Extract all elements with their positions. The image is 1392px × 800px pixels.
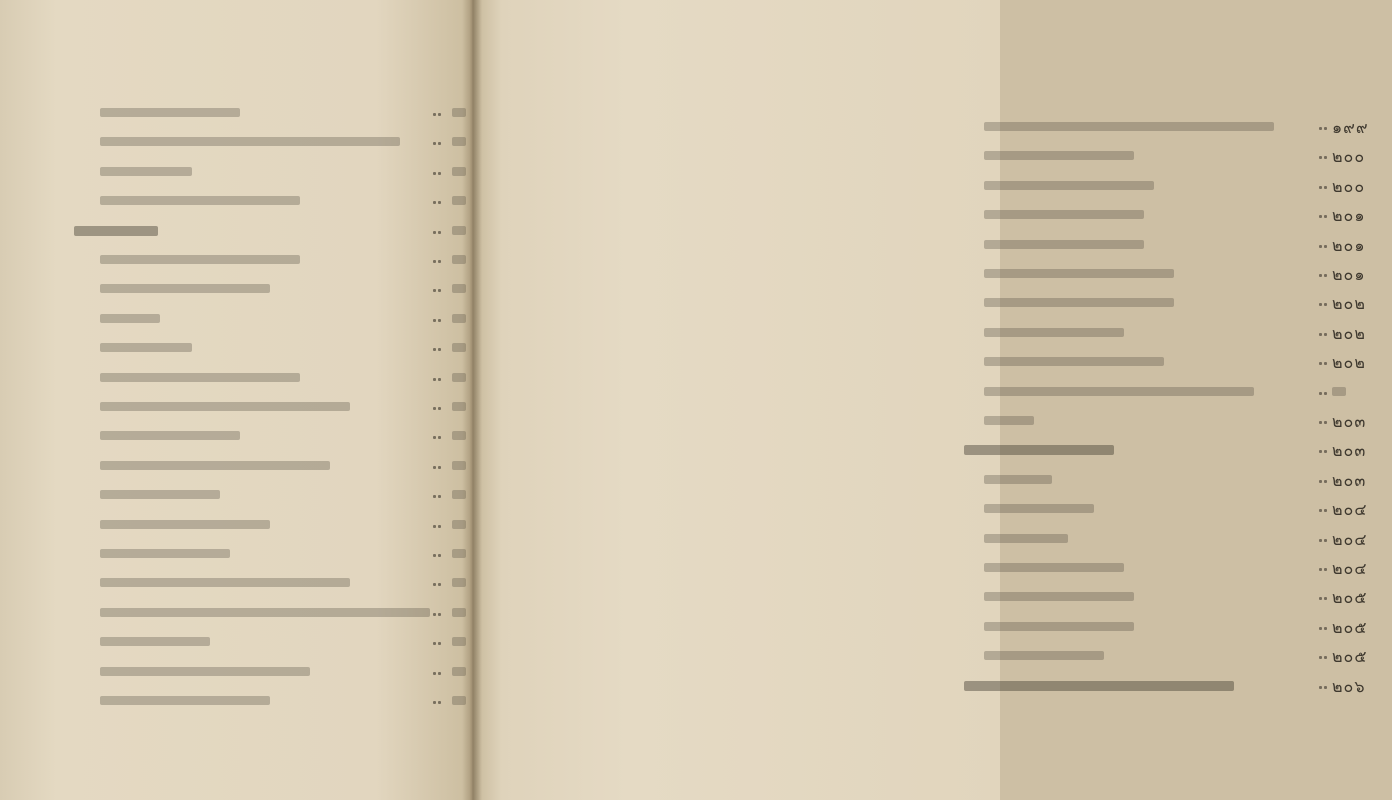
ditto-mark (432, 346, 442, 353)
toc-entry-title (984, 328, 1124, 337)
ditto-mark (432, 287, 442, 294)
toc-entry-title (984, 151, 1134, 160)
ditto-mark (432, 464, 442, 471)
toc-entry-title (100, 461, 330, 470)
toc-entry (100, 451, 512, 481)
toc-entry-title (100, 137, 400, 146)
toc-entry (100, 363, 512, 393)
toc-entry (984, 553, 1392, 583)
toc-page-number: ๒๐๔ (1332, 500, 1368, 520)
ditto-mark (432, 611, 442, 618)
toc-entry (100, 274, 512, 304)
toc-entry (100, 245, 512, 275)
toc-entry (984, 524, 1392, 554)
toc-section-heading (964, 445, 1114, 455)
toc-entry (984, 347, 1392, 377)
toc-page-number: ๑๙๙ (1332, 118, 1369, 137)
toc-entry-title (100, 578, 350, 587)
ditto-mark (1318, 213, 1328, 220)
ditto-mark (432, 670, 442, 677)
toc-page-number: ๒๐๒ (1332, 294, 1366, 314)
toc-entry-title (984, 298, 1174, 307)
ditto-mark (432, 640, 442, 647)
toc-entry-title (100, 402, 350, 411)
toc-entry (100, 598, 512, 628)
toc-entry (984, 200, 1392, 230)
toc-entry (984, 171, 1392, 201)
toc-entry-title (984, 269, 1174, 278)
toc-entry (100, 510, 512, 540)
toc-page-number: ๒๐๑ (1332, 206, 1366, 226)
toc-page-number: ๒๐๓ (1332, 412, 1367, 431)
toc-page-number: ๒๐๑ (1332, 265, 1366, 284)
toc-entry (100, 539, 512, 569)
book-gutter (462, 0, 482, 800)
toc-page-number: ๒๐๔ (1332, 529, 1368, 549)
ditto-mark (1318, 684, 1328, 691)
toc-entry (984, 406, 1392, 436)
toc-entry-title (984, 122, 1274, 131)
ditto-mark (1318, 154, 1328, 161)
toc-entry-title (100, 637, 210, 646)
toc-entry (100, 186, 512, 216)
toc-entry (74, 216, 512, 246)
toc-entry-title (100, 520, 270, 529)
ditto-mark (1318, 419, 1328, 426)
toc-entry (984, 465, 1392, 495)
toc-page-number: ๒๐๕ (1332, 617, 1368, 637)
ditto-mark (1318, 448, 1328, 455)
toc-page-number: ๒๐๒ (1332, 353, 1366, 373)
toc-entry-title (100, 549, 230, 558)
toc-entry-title (100, 431, 240, 440)
ditto-mark (432, 317, 442, 324)
ditto-mark (432, 229, 442, 236)
toc-entry (984, 230, 1392, 260)
ditto-mark (1318, 478, 1328, 485)
ditto-mark (1318, 243, 1328, 250)
toc-entry (100, 333, 512, 363)
ditto-mark (432, 170, 442, 177)
toc-entry (964, 671, 1392, 701)
toc-entry (100, 568, 512, 598)
ditto-mark (432, 258, 442, 265)
toc-entry (100, 127, 512, 157)
toc-entry-title (984, 210, 1144, 219)
toc-page-number: ๒๐๐ (1332, 147, 1366, 167)
toc-entry (100, 686, 512, 716)
toc-page-number-illegible (1332, 387, 1346, 396)
toc-entry (100, 421, 512, 451)
toc-page-number: ๒๐๒ (1332, 323, 1366, 343)
ditto-mark (1318, 390, 1328, 397)
toc-entry-title (984, 504, 1094, 513)
ditto-mark (1318, 595, 1328, 602)
toc-entry-title (100, 608, 430, 617)
toc-entry (984, 141, 1392, 171)
ditto-mark (432, 581, 442, 588)
left-page (0, 0, 470, 800)
toc-entry-title (984, 592, 1134, 601)
toc-entry-title (100, 343, 192, 352)
toc-entry (984, 582, 1392, 612)
ditto-mark (432, 493, 442, 500)
toc-entry-title (984, 534, 1068, 543)
toc-entry (984, 641, 1392, 671)
ditto-mark (1318, 654, 1328, 661)
toc-entry-title (100, 373, 300, 382)
toc-entry (100, 304, 512, 334)
toc-entry (984, 288, 1392, 318)
toc-entry-title (984, 387, 1254, 396)
toc-entry-title (984, 416, 1034, 425)
ditto-mark (1318, 272, 1328, 279)
ditto-mark (1318, 566, 1328, 573)
ditto-mark (1318, 507, 1328, 514)
toc-entry (100, 157, 512, 187)
toc-entry (100, 657, 512, 687)
toc-entry-title (100, 108, 240, 117)
ditto-mark (432, 376, 442, 383)
ditto-mark (432, 199, 442, 206)
right-page (470, 0, 1369, 800)
toc-entry (100, 392, 512, 422)
toc-section-heading (74, 226, 158, 236)
toc-entry-title (984, 181, 1154, 190)
toc-entry-title (984, 563, 1124, 572)
ditto-mark (432, 434, 442, 441)
toc-entry (100, 627, 512, 657)
ditto-mark (1318, 184, 1328, 191)
ditto-mark (432, 523, 442, 530)
ditto-mark (1318, 360, 1328, 367)
toc-entry (984, 318, 1392, 348)
toc-entry-title (984, 357, 1164, 366)
ditto-mark (432, 405, 442, 412)
toc-entry-title (100, 490, 220, 499)
toc-entry-title (984, 622, 1134, 631)
toc-entry-title (984, 651, 1104, 660)
ditto-mark (432, 111, 442, 118)
toc-entry-title (100, 167, 192, 176)
ditto-mark (1318, 331, 1328, 338)
toc-entry-title (100, 196, 300, 205)
ditto-mark (432, 140, 442, 147)
ditto-mark (1318, 625, 1328, 632)
toc-page-number: ๒๐๑ (1332, 235, 1366, 255)
toc-page-number: ๒๐๖ (1332, 676, 1366, 696)
toc-entry-title (984, 240, 1144, 249)
toc-entry (984, 494, 1392, 524)
toc-entry-title (100, 284, 270, 293)
ditto-mark (1318, 301, 1328, 308)
toc-entry (964, 435, 1392, 465)
toc-page-number: ๒๐๕ (1332, 588, 1368, 608)
toc-page-number: ๒๐๕ (1332, 647, 1368, 667)
toc-entry-title (100, 696, 270, 705)
ditto-mark (1318, 537, 1328, 544)
ditto-mark (1318, 125, 1328, 132)
toc-entry (984, 112, 1392, 142)
toc-entry-title (100, 255, 300, 264)
toc-page-number: ๒๐๔ (1332, 559, 1368, 578)
toc-page-number: ๒๐๐ (1332, 176, 1366, 196)
ditto-mark (432, 552, 442, 559)
toc-entry (100, 480, 512, 510)
toc-entry (984, 612, 1392, 642)
toc-entry-title (984, 475, 1052, 484)
toc-entry (100, 98, 512, 128)
toc-page-number: ๒๐๓ (1332, 441, 1367, 461)
toc-entry-title (100, 314, 160, 323)
toc-entry (984, 259, 1392, 289)
toc-page-number: ๒๐๓ (1332, 470, 1367, 490)
ditto-mark (432, 699, 442, 706)
toc-section-heading (964, 681, 1234, 691)
toc-entry-title (100, 667, 310, 676)
toc-entry (984, 377, 1392, 407)
